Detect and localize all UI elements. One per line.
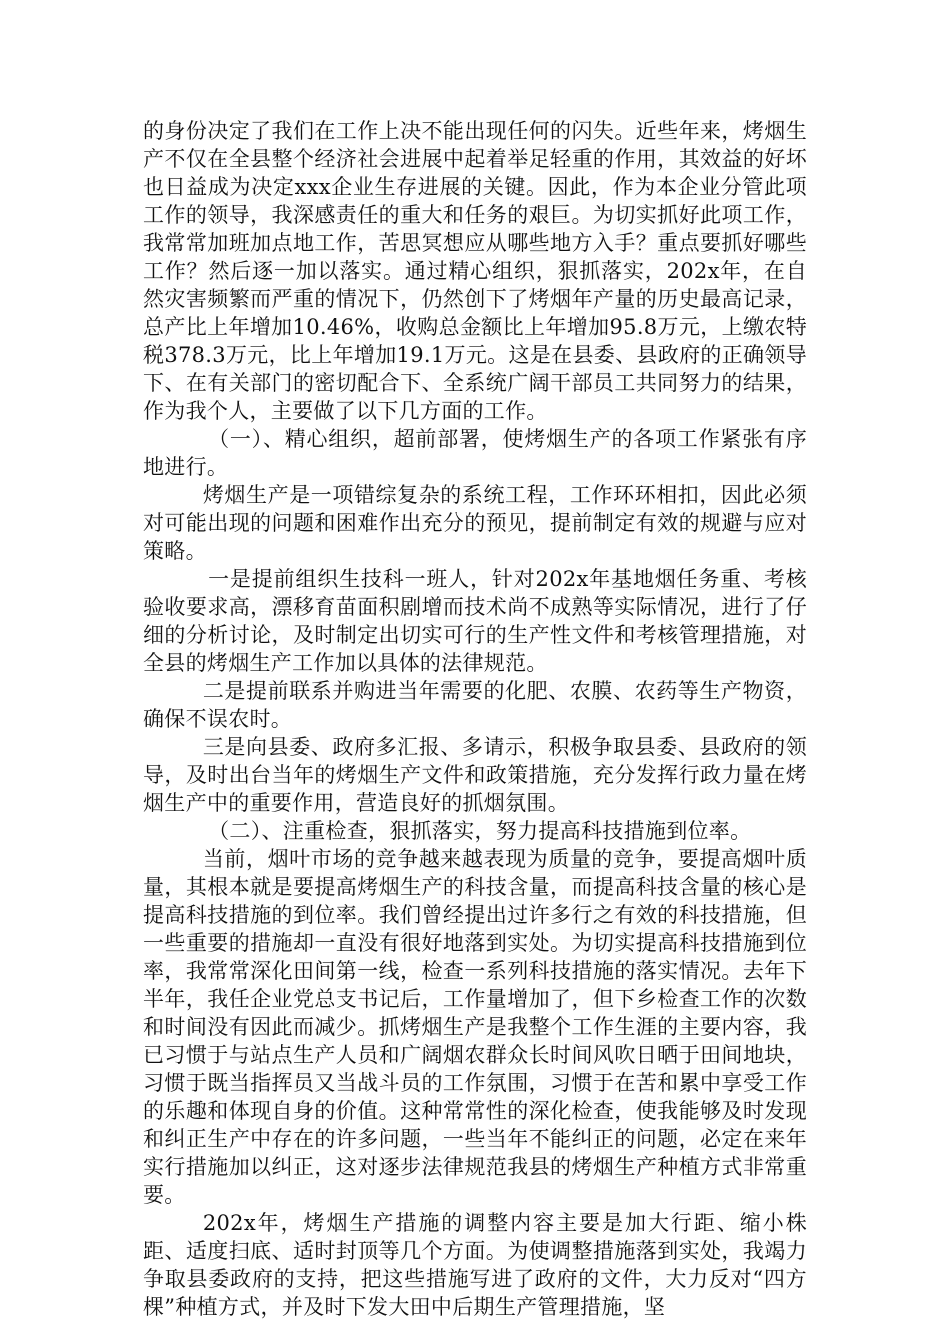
paragraph: 当前，烟叶市场的竞争越来越表现为质量的竞争，要提高烟叶质量，其根本就是要提高烤烟生产的科技含量，而提高科技含量的核心是提高科技措施的到位率。我们曾经提出过许多行之有效的科技措施，但一些重要的措施却一直没有很好地落到实处。为切实提高科技措施到位率，我常常深化田间第一线，检查一系列科技措施的落实情况。去年下半年，我任企业党总支书记后，工作量增加了，但下乡检查工作的次数和时间没有因此而减少。抓烤烟生产是我整个工作生涯的主要内容，我已习惯于与站点生产人员和广阔烟农群众长时间风吹日晒于田间地块，习惯于既当指挥员又当战斗员的工作氛围，习惯于在苦和累中享受工作的乐趣和体现自身的价值。这种常常性的深化检查，使我能够及时发现和纠正生产中存在的许多问题，一些当年不能纠正的问题，必定在来年实行措施加以纠正，这对逐步法律规范我县的烤烟生产种植方式非常重要。 — [143, 847, 807, 1207]
paragraph-item-1: 一是提前组织生技科一班人，针对202x年基地烟任务重、考核验收要求高，漂移育苗面积剧增而技术尚不成熟等实际情况，进行了仔细的分析讨论，及时制定出切实可行的生产性文件和考核管理措施，对全县的烤烟生产工作加以具体的法律规范。 — [143, 567, 807, 675]
document-body — [143, 117, 807, 1321]
paragraph-intro: 的身份决定了我们在工作上决不能出现任何的闪失。近些年来，烤烟生产不仅在全县整个经济社会进展中起着举足轻重的作用，其效益的好坏也日益成为决定xxx企业生存进展的关键。因此，作为本企业分管此项工作的领导，我深感责任的重大和任务的艰巨。为切实抓好此项工作，我常常加班加点地工作，苦思冥想应从哪些地方入手？重点要抓好哪些工作？然后逐一加以落实。通过精心组织，狠抓落实，202x年，在自然灾害频繁而严重的情况下，仍然创下了烤烟年产量的历史最高记录，总产比上年增加10.46%，收购总金额比上年增加95.8万元，上缴农特税378.3万元，比上年增加19.1万元。这是在县委、县政府的正确领导下、在有关部门的密切配合下、全系统广阔干部员工共同努力的结果，作为我个人，主要做了以下几方面的工作。 — [143, 119, 807, 423]
paragraph-item-3: 三是向县委、政府多汇报、多请示，积极争取县委、县政府的领导，及时出台当年的烤烟生产文件和政策措施，充分发挥行政力量在烤烟生产中的重要作用，营造良好的抓烟氛围。 — [143, 735, 807, 815]
paragraph-item-2: 二是提前联系并购进当年需要的化肥、农膜、农药等生产物资，确保不误农时。 — [143, 679, 807, 731]
paragraph: 202x年，烤烟生产措施的调整内容主要是加大行距、缩小株距、适度扫底、适时封顶等几个方面。为使调整措施落到实处，我竭力争取县委政府的支持，把这些措施写进了政府的文件，大力反对“四方棵”种植方式，并及时下发大田中后期生产管理措施，坚 — [143, 1211, 807, 1319]
section-heading-1: （一）、精心组织，超前部署，使烤烟生产的各项工作紧张有序地进行。 — [143, 427, 807, 479]
section-heading-2: （二）、注重检查，狠抓落实，努力提高科技措施到位率。 — [208, 819, 752, 843]
paragraph: 烤烟生产是一项错综复杂的系统工程，工作环环相扣，因此必须对可能出现的问题和困难作出充分的预见，提前制定有效的规避与应对策略。 — [143, 483, 807, 563]
